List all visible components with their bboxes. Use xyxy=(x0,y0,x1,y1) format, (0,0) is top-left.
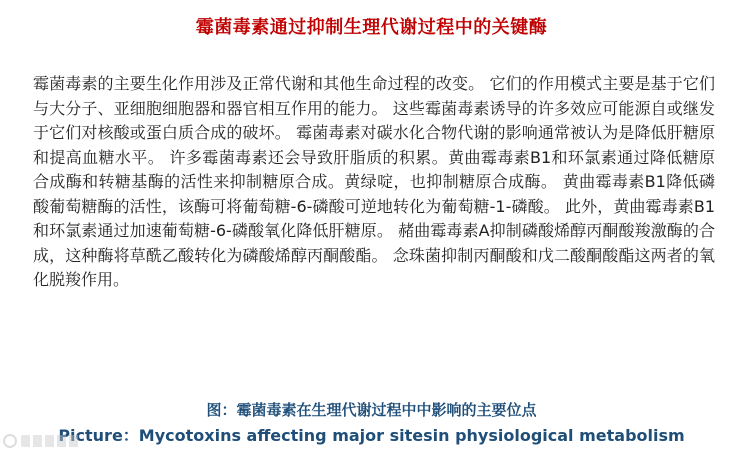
article-title: 霉菌毒素通过抑制生理代谢过程中的关键酶 xyxy=(195,17,548,38)
watermark-circle-icon xyxy=(3,434,17,448)
figure-caption-chinese: 图：霉菌毒素在生理代谢过程中中影响的主要位点 xyxy=(206,401,537,419)
watermark-logo xyxy=(3,431,81,451)
body-paragraph: 霉菌毒素的主要生化作用涉及正常代谢和其他生命过程的改变。 它们的作用模式主要是基于它们与大分子、亚细胞细胞器和器官相互作用的能力。 这些霉菌毒素诱导的许多效应可能源自或继发于它们对核酸或蛋白质合成的破坏。 霉菌毒素对碳水化合物代谢的影响通常被认为是降低肝糖原和提高血糖水平。 许多霉菌毒素还会导致肝脂质的积累。黄曲霉毒素B1和环氯素通过降低糖原合成酶和转糖基酶的活性来抑制糖原合成。黄绿啶，也抑制糖原合成酶。 黄曲霉毒素B1降低磷酸葡萄糖酶的活性，该酶可将葡萄糖-6-磷酸可逆地转化为葡萄糖-1-磷酸。 此外，黄曲霉毒素B1和环氯素通过加速葡萄糖-6-磷酸氧化降低肝糖原。 赭曲霉毒素A抑制磷酸烯醇丙酮酸羧激酶的合成，这种酶将草酰乙酸转化为磷酸烯醇丙酮酸酯。 念珠菌抑制丙酮酸和戊二酸酮酸酯这两者的氧化脱羧作用。 xyxy=(33,74,715,289)
watermark-text-graphic xyxy=(21,435,81,447)
figure-caption-english: Picture：Mycotoxins affecting major sitesin physiological metabolism xyxy=(58,426,685,445)
